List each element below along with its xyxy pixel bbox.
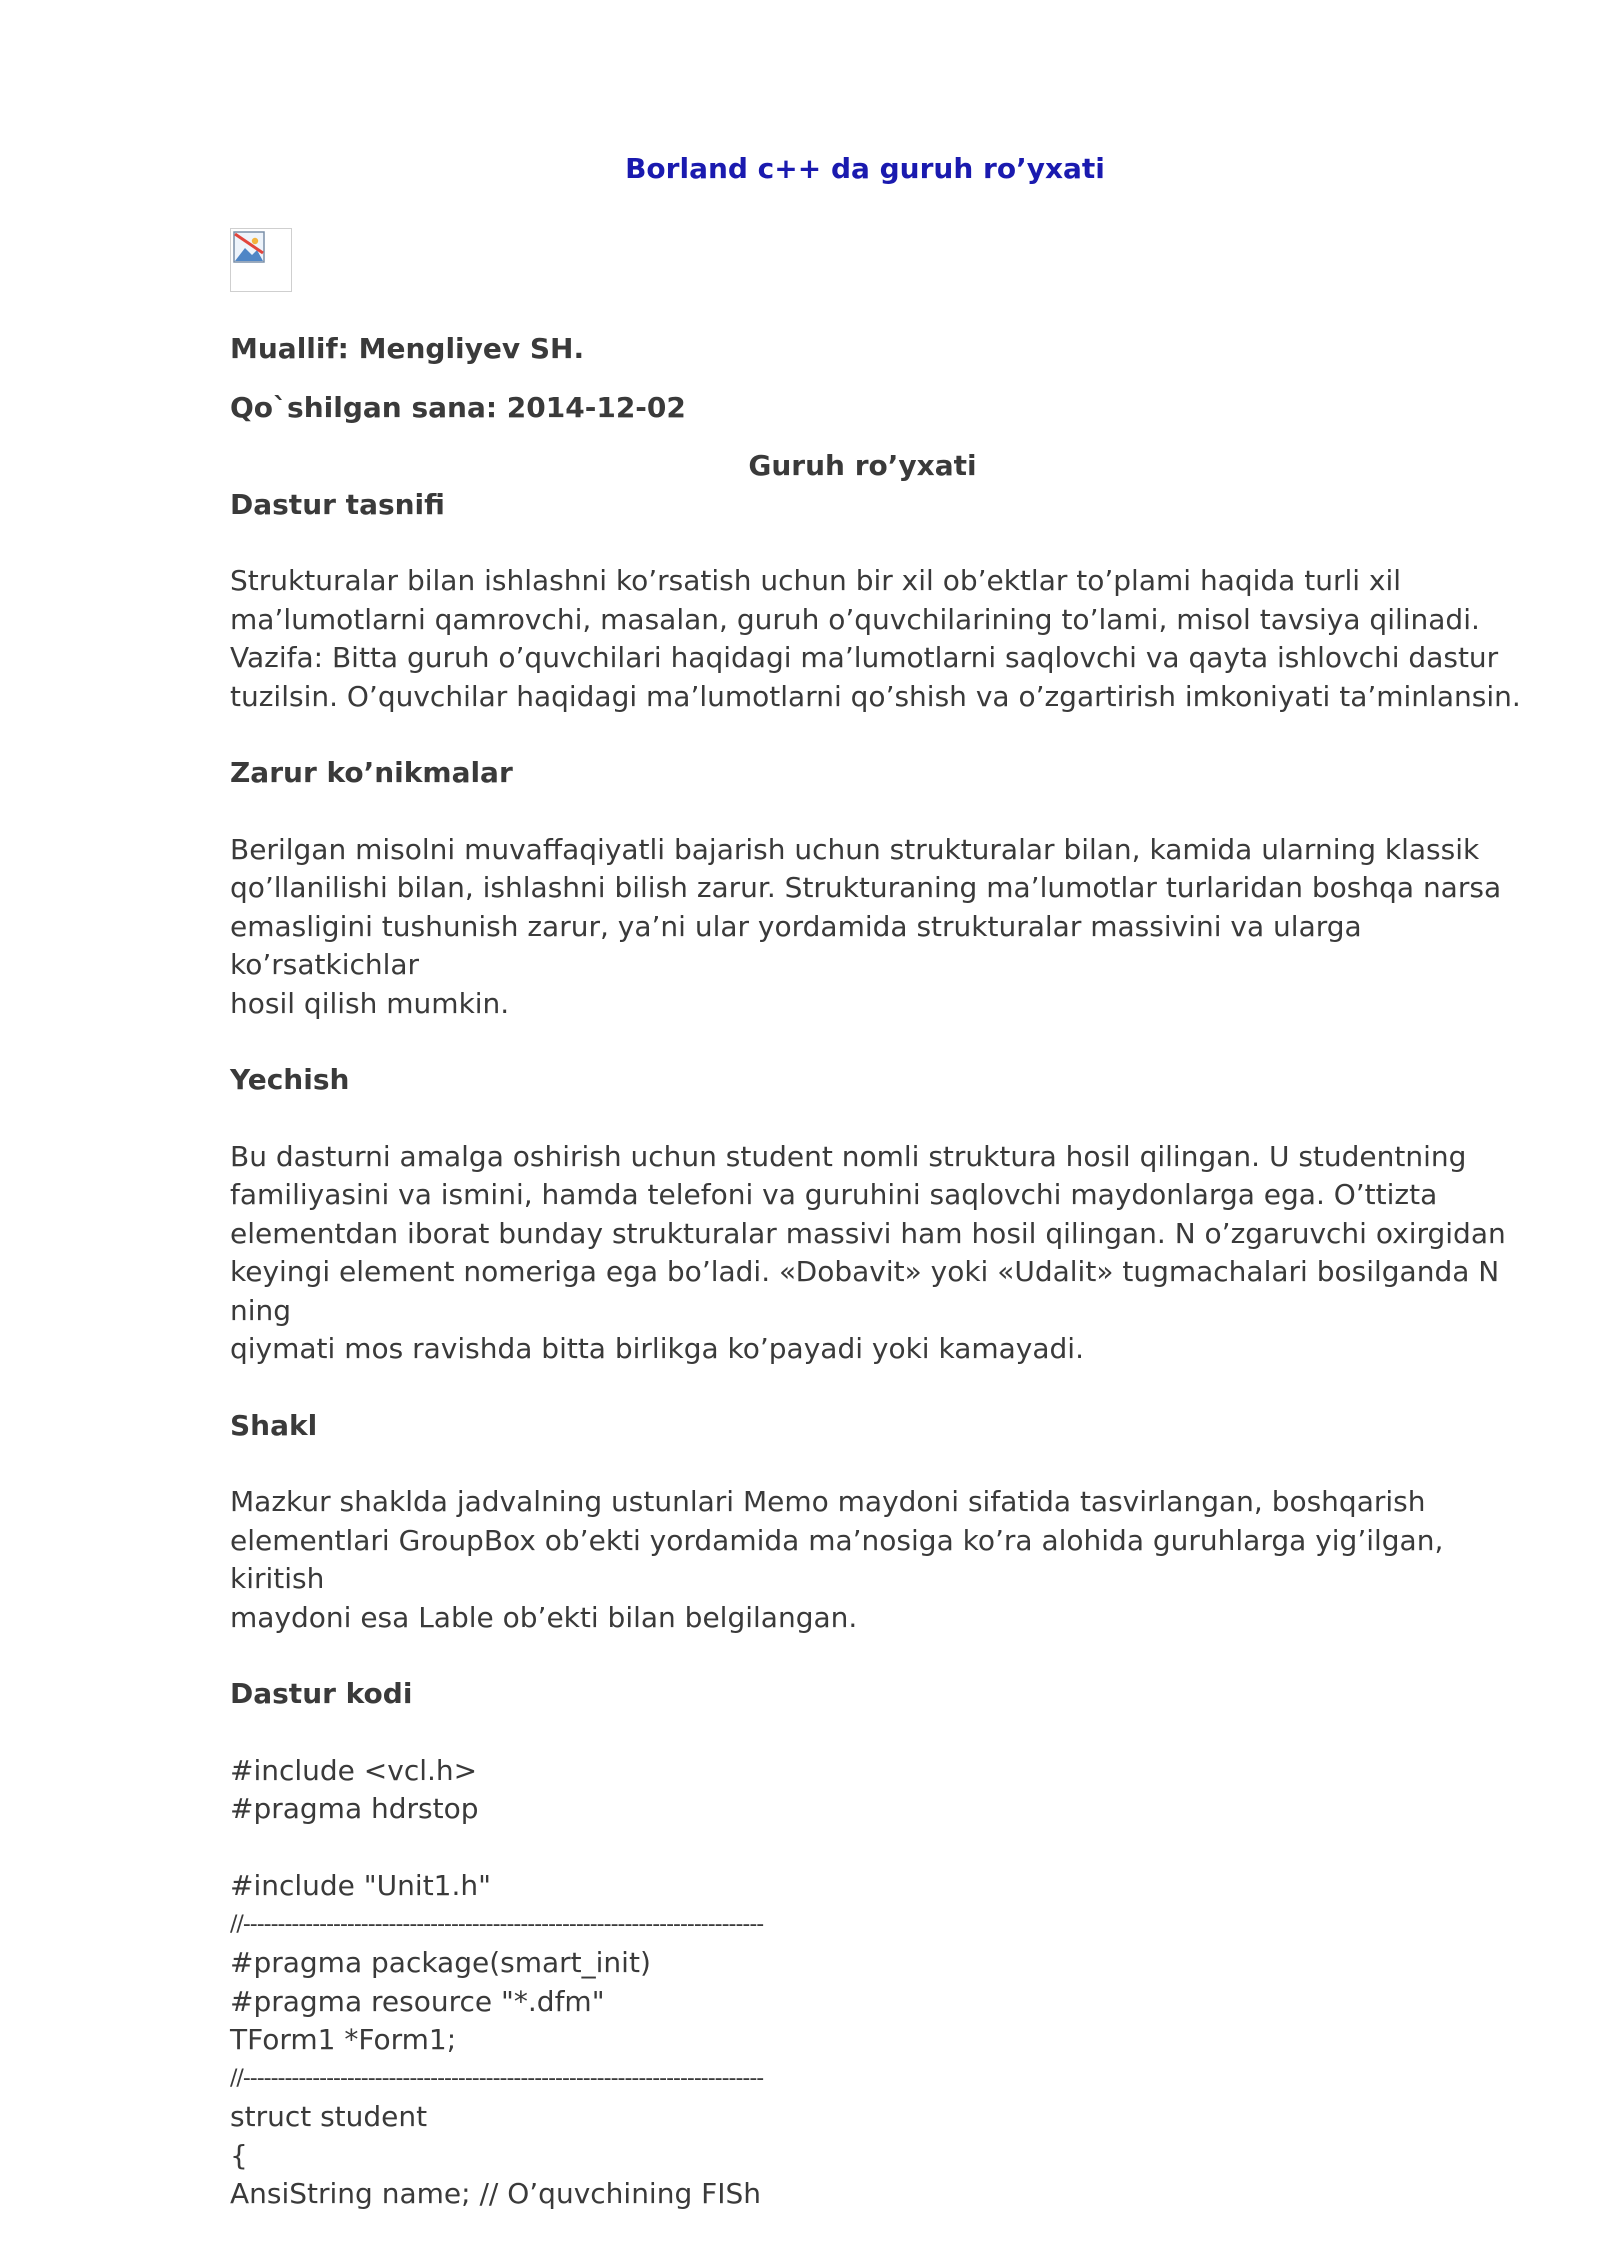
paragraph-line: hosil qilish mumkin. xyxy=(230,986,510,1020)
paragraph-line: qiymati mos ravishda bitta birlikga ko’payadi yoki kamayadi. xyxy=(230,1332,1084,1365)
section-heading: Dastur tasnifi xyxy=(230,487,445,521)
code-block xyxy=(230,1752,1530,2214)
date-line: Qo`shilgan sana: 2014-12-02 xyxy=(230,390,686,424)
code-line: #include <vcl.h> xyxy=(230,1753,478,1787)
code-line: #pragma package(smart_init) xyxy=(230,1946,651,1979)
sections-container xyxy=(230,486,1530,1638)
section-paragraph xyxy=(230,562,1530,716)
paragraph-line: maydoni esa Lable ob’ekti bilan belgilangan. xyxy=(230,1600,858,1634)
author-line: Muallif: Mengliyev SH. xyxy=(230,332,585,365)
broken-image-glyph xyxy=(233,231,267,265)
section-paragraph xyxy=(230,831,1530,1024)
paragraph-line: keyingi element nomeriga ega bo’ladi. «Dobavit» yoki «Udalit» tugmachalari bosilganda N ning xyxy=(230,1255,1500,1327)
section-paragraph xyxy=(230,1138,1530,1369)
paragraph-line: ma’lumotlarni qamrovchi, masalan, guruh o’quvchilarining to’lami, misol tavsiya qilinadi. xyxy=(230,602,1480,636)
code-line: #pragma resource "*.dfm" xyxy=(230,1984,605,2018)
code-line: struct student xyxy=(230,2100,428,2133)
paragraph-line: qo’llanilishi bilan, ishlashni bilish zarur. Strukturaning ma’lumotlar turlaridan boshqa narsa xyxy=(230,871,1502,904)
paragraph-line: Mazkur shaklda jadvalning ustunlari Memo maydoni sifatida tasvirlangan, boshqarish xyxy=(230,1485,1426,1518)
code-line: AnsiString name; // O’quvchining FISh xyxy=(230,2177,762,2210)
code-line: //--------------------------------------------------------------------------- xyxy=(230,1911,764,1937)
paragraph-line: Vazifa: Bitta guruh o’quvchilari haqidagi ma’lumotlarni saqlovchi va qayta ishlovchi dastur xyxy=(230,641,1499,674)
document-title: Borland c++ da guruh ro’yxati xyxy=(625,152,1105,185)
paragraph-line: elementdan iborat bunday strukturalar massivi ham hosil qilingan. N o’zgaruvchi oxirgidan xyxy=(230,1216,1506,1250)
code-line xyxy=(230,1829,1530,1868)
code-line: //--------------------------------------------------------------------------- xyxy=(230,2065,764,2091)
code-line: #pragma hdrstop xyxy=(230,1792,479,1825)
section-paragraph xyxy=(230,1483,1530,1637)
paragraph-line: familiyasini va ismini, hamda telefoni va guruhini saqlovchi maydonlarga ega. O’ttizta xyxy=(230,1178,1438,1211)
section-heading: Shakl xyxy=(230,1408,318,1442)
section-heading: Yechish xyxy=(230,1063,350,1096)
code-heading: Dastur kodi xyxy=(230,1677,413,1710)
paragraph-line: tuzilsin. O’quvchilar haqidagi ma’lumotlarni qo’shish va o’zgartirish imkoniyati ta’minlansin. xyxy=(230,679,1521,713)
code-line: TForm1 *Form1; xyxy=(230,2023,457,2056)
paragraph-line: elementlari GroupBox ob’ekti yordamida ma’nosiga ko’ra alohida guruhlarga yig’ilgan, kiritish xyxy=(230,1523,1444,1595)
paragraph-line: emasligini tushunish zarur, ya’ni ular yordamida strukturalar massivini va ularga ko’rsatkichlar xyxy=(230,909,1362,981)
code-line: #include "Unit1.h" xyxy=(230,1869,492,1902)
section-heading: Zarur ko’nikmalar xyxy=(230,756,513,789)
paragraph-line: Berilgan misolni muvaffaqiyatli bajarish uchun strukturalar bilan, kamida ularning klassik xyxy=(230,832,1480,866)
center-heading: Guruh ro’yxati xyxy=(748,449,977,482)
paragraph-line: Strukturalar bilan ishlashni ko’rsatish uchun bir xil ob’ektlar to’plami haqida turli xil xyxy=(230,564,1402,597)
broken-image-icon xyxy=(230,228,292,292)
document-body xyxy=(230,330,1530,2214)
code-line: { xyxy=(230,2138,248,2172)
paragraph-line: Bu dasturni amalga oshirish uchun student nomli struktura hosil qilingan. U studentning xyxy=(230,1139,1467,1173)
